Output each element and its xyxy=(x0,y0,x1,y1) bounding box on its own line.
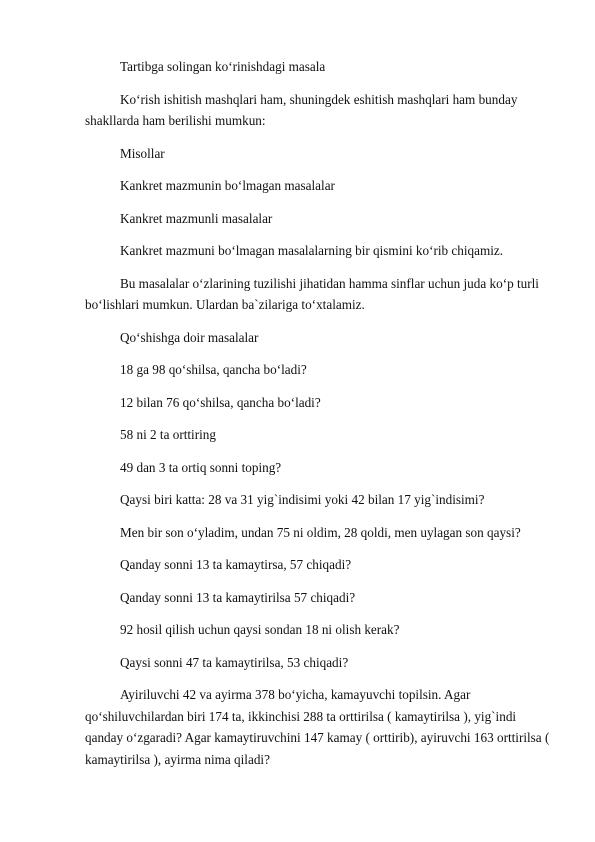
document-body xyxy=(85,56,550,781)
paragraph-list-item: Kankret mazmunin bo‘lmagan masalalar xyxy=(120,178,335,193)
paragraph-problem: Qaysi sonni 47 ta kamaytirilsa, 53 chiqadi? xyxy=(120,654,349,670)
paragraph-problem: Qaysi biri katta: 28 va 31 yig`indisimi yoki 42 bilan 17 yig`indisimi? xyxy=(120,492,485,507)
paragraph-list-item: Kankret mazmunli masalalar xyxy=(120,210,273,226)
paragraph-section-heading: Qo‘shishga doir masalalar xyxy=(120,329,259,345)
paragraph-problem: 12 bilan 76 qo‘shilsa, qancha bo‘ladi? xyxy=(120,394,321,410)
paragraph-text: Kankret mazmuni bo‘lmagan masalalarning bir qismini ko‘rib chiqamiz. xyxy=(120,243,504,258)
paragraph-problem: 49 dan 3 ta ortiq sonni toping? xyxy=(120,459,282,475)
paragraph-problem: 92 hosil qilish uchun qaysi sondan 18 ni olish kerak? xyxy=(120,622,400,637)
paragraph-problem: Qanday sonni 13 ta kamaytirsa, 57 chiqadi? xyxy=(120,557,352,572)
paragraph-problem: 58 ni 2 ta orttiring xyxy=(120,427,216,442)
paragraph-heading: Tartibga solingan ko‘rinishdagi masala xyxy=(120,59,326,74)
paragraph-text: Bu masalalar o‘zlarining tuzilishi jihatidan hamma sinflar uchun juda ko‘p turli bo‘lishlari mumkun. Ulardan ba`zilariga to‘xtalamiz. xyxy=(85,275,539,312)
paragraph-problem-long: Ayiriluvchi 42 va ayirma 378 bo‘yicha, kamayuvchi topilsin. Agar qo‘shiluvchilardan biri 174 ta, ikkinchisi 288 ta orttirilsa ( kamaytirilsa ), yig`indi qanday o‘zgaradi? Agar kamaytiruvchini 147 kamay ( orttirib), ayiruvchi 163 orttirilsa ( kamaytirilsa ), ayirma nima qiladi? xyxy=(85,687,550,767)
paragraph-examples-heading: Misollar xyxy=(120,145,165,161)
paragraph-problem: 18 ga 98 qo‘shilsa, qancha bo‘ladi? xyxy=(120,362,307,377)
paragraph-problem: Qanday sonni 13 ta kamaytirilsa 57 chiqadi? xyxy=(120,589,356,605)
paragraph-intro: Ko‘rish ishitish mashqlari ham, shuningdek eshitish mashqlari ham bunday shakllarda ham berilishi mumkun: xyxy=(85,91,518,128)
paragraph-problem: Men bir son o‘yladim, undan 75 ni oldim, 28 qoldi, men uylagan son qaysi? xyxy=(120,524,521,540)
